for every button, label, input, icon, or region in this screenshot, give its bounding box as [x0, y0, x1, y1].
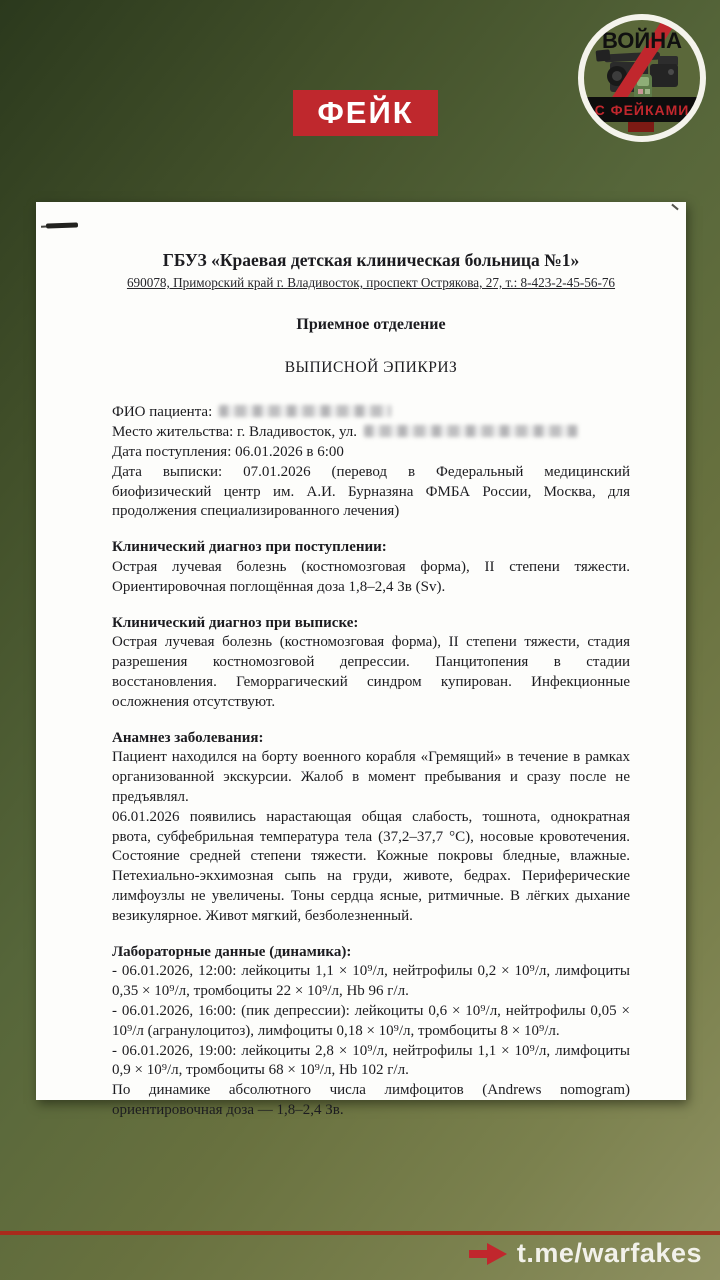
war-on-fakes-logo-icon	[576, 12, 708, 144]
section-heading: Лабораторные данные (динамика):	[112, 943, 352, 960]
section-diagnosis-admission	[112, 538, 630, 597]
section-anamnesis	[112, 729, 630, 927]
lab-entry: - 06.01.2026, 16:00: (пик депрессии): лейкоциты 0,6 × 10⁹/л, нейтрофилы 0,05 × 10⁹/л (агранулоцитоз), лимфоциты 0,18 × 10⁹/л, тромбоциты 8 × 10⁹/л.	[112, 1002, 630, 1039]
lab-entry: - 06.01.2026, 12:00: лейкоциты 1,1 × 10⁹/л, нейтрофилы 0,2 × 10⁹/л, лимфоциты 0,35 × 10⁹/л, тромбоциты 22 × 10⁹/л, Hb 96 г/л.	[112, 963, 630, 1000]
section-heading: Клинический диагноз при выписке:	[112, 614, 359, 631]
document-paragraph: 06.01.2026 появились нарастающая общая слабость, тошнота, однократная рвота, субфебрильная температура тела (37,2–37,7 °С), носовые кровотечения. Состояние средней степени тяжести. Кожные покровы бледные, влажные. Петехиально-экхимозная сыпь на груди, животе, бедрах. Периферические лимфоузлы не увеличены. Тоны сердца ясные, ритмичные. В лёгких дыхание везикулярное. Живот мягкий, безболезненный.	[112, 808, 630, 924]
telegram-link[interactable]	[469, 1238, 702, 1269]
document-scan	[36, 202, 686, 1118]
lab-entry: - 06.01.2026, 19:00: лейкоциты 2,8 × 10⁹/л, нейтрофилы 1,1 × 10⁹/л, лимфоциты 0,9 × 10⁹/л, тромбоциты 68 × 10⁹/л, Hb 102 г/л.	[112, 1042, 630, 1079]
footer-divider	[0, 1231, 720, 1235]
hospital-name: ГБУЗ «Краевая детская клиническая больница №1»	[162, 250, 580, 270]
document-paragraph: Острая лучевая болезнь (костномозговая форма), II степени тяжести, стадия разрешения костномозговой депрессии. Панцитопения в стадии восстановления. Геморрагический синдром купирован. Инфекционные осложнения отсутствуют.	[112, 634, 630, 710]
section-heading: Клинический диагноз при поступлении:	[112, 539, 387, 556]
patient-name-label: ФИО пациента:	[112, 404, 213, 421]
residence-line	[112, 423, 630, 443]
fake-badge-label: ФЕЙК	[317, 95, 414, 130]
lab-summary: По динамике абсолютного числа лимфоцитов (Andrews nomogram) ориентировочная доза — 1,8–2,4 Зв.	[112, 1082, 630, 1118]
fake-badge	[293, 90, 438, 136]
section-lab-data	[112, 943, 630, 1121]
section-heading: Анамнез заболевания:	[112, 729, 264, 746]
redacted-address	[364, 425, 578, 437]
patient-name-line	[112, 403, 630, 423]
hospital-address: 690078, Приморский край г. Владивосток, проспект Острякова, 27, т.: 8-423-2-45-56-76	[126, 275, 616, 290]
document-paragraph: Пациент находился на борту военного корабля «Гремящий» в течение в рамках организованной экскурсии. Жалоб в момент пребывания и сразу после не предъявлял.	[112, 749, 630, 805]
document-title: ВЫПИСНОЙ ЭПИКРИЗ	[284, 358, 458, 376]
redacted-patient-name	[219, 405, 391, 417]
discharge-date-line: Дата выписки: 07.01.2026 (перевод в Федеральный медицинский биофизический центр им. А.И. Бурназяна ФМБА России, Москва, для продолжения специализированного лечения)	[112, 463, 630, 520]
telegram-handle-text: t.me/warfakes	[516, 1238, 702, 1268]
channel-logo	[576, 12, 708, 144]
document-paragraph: Острая лучевая болезнь (костномозговая форма), II степени тяжести. Ориентировочная поглощённая доза 1,8–2,4 Зв (Sv).	[112, 558, 630, 595]
section-diagnosis-discharge	[112, 614, 630, 713]
residence-label: Место жительства: г. Владивосток, ул.	[112, 424, 358, 441]
department-title: Приемное отделение	[296, 315, 446, 333]
logo-top-text: ВОЙНА	[601, 28, 683, 53]
admission-date-line: Дата поступления: 06.01.2026 в 6:00	[112, 443, 344, 460]
logo-bottom-text: С ФЕЙКАМИ	[594, 102, 690, 118]
arrow-right-icon	[469, 1243, 507, 1265]
